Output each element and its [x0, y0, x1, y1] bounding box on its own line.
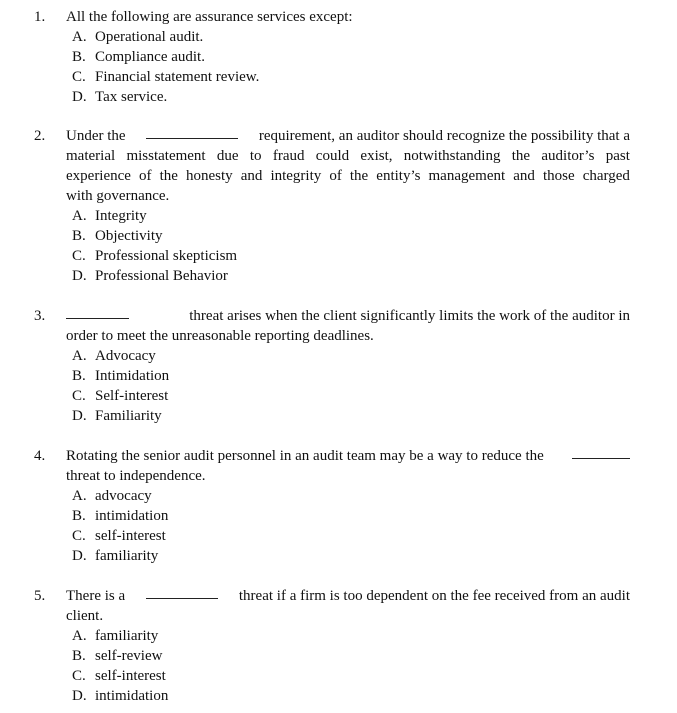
question-text-line — [66, 166, 630, 186]
option-text: Self-interest — [95, 388, 169, 404]
question-stem — [66, 446, 630, 486]
word: exist, — [360, 148, 393, 164]
option-b — [72, 366, 677, 386]
option-text: Tax service. — [95, 89, 168, 105]
option-a — [72, 486, 677, 506]
question-5 — [0, 586, 677, 706]
question-text-line — [66, 306, 630, 326]
option-d — [72, 686, 677, 706]
option-text: self-interest — [95, 528, 166, 544]
question-text-line — [66, 126, 630, 146]
answer-options — [0, 486, 677, 566]
option-text: self-review — [95, 648, 163, 664]
answer-options — [0, 206, 677, 286]
word: those — [542, 168, 575, 184]
word: past — [605, 148, 630, 164]
word: could — [315, 148, 350, 164]
option-text: self-interest — [95, 668, 166, 684]
option-d — [72, 546, 677, 566]
word: material — [66, 148, 116, 164]
option-letter: B. — [72, 228, 86, 244]
stem-after-blank: threat arises when the client significantly limits the work of the auditor in — [189, 308, 630, 324]
word: the — [159, 168, 178, 184]
option-text: Compliance audit. — [95, 49, 205, 65]
option-letter: C. — [72, 668, 86, 684]
question-text-line — [66, 586, 630, 606]
word: and — [513, 168, 535, 184]
answer-blank — [572, 446, 630, 459]
stem-after-blank: requirement, an auditor should recognize the possibility that a — [258, 128, 630, 144]
option-c — [72, 246, 677, 266]
question-number: 3. — [34, 308, 46, 324]
answer-blank — [146, 586, 218, 599]
answer-options — [0, 27, 677, 107]
word: the — [511, 148, 531, 164]
question-text-line: threat to independence. — [66, 468, 206, 484]
option-letter: B. — [72, 368, 86, 384]
question-text-line: client. — [66, 608, 104, 624]
question-stem — [66, 126, 630, 206]
answer-options — [0, 346, 677, 426]
option-b — [72, 226, 677, 246]
question-number: 1. — [34, 9, 46, 25]
option-letter: A. — [72, 348, 87, 364]
question-text-line — [66, 446, 630, 466]
question-number: 5. — [34, 588, 46, 604]
option-d — [72, 266, 677, 286]
word: due — [216, 148, 239, 164]
word: charged — [582, 168, 630, 184]
question-4 — [0, 446, 677, 566]
option-letter: A. — [72, 488, 87, 504]
option-text: familiarity — [95, 548, 159, 564]
option-b — [72, 47, 677, 67]
option-letter: D. — [72, 89, 87, 105]
question-3 — [0, 306, 677, 426]
question-2 — [0, 126, 677, 286]
question-stem — [66, 7, 630, 27]
question-stem — [66, 306, 630, 346]
word: integrity — [270, 168, 322, 184]
word: management — [428, 168, 506, 184]
option-text: Professional Behavior — [95, 268, 228, 284]
option-letter: D. — [72, 548, 87, 564]
question-text-line: All the following are assurance services except: — [66, 9, 353, 25]
question-number: 4. — [34, 448, 46, 464]
stem-before-blank: There is a — [66, 588, 126, 604]
word: and — [240, 168, 263, 184]
word: of — [329, 168, 342, 184]
question-text-line — [66, 146, 630, 166]
stem-after-blank: threat if a firm is too dependent on the fee received from an audit — [238, 588, 630, 604]
word: misstatement — [126, 148, 206, 164]
option-text: Intimidation — [95, 368, 170, 384]
answer-blank — [146, 126, 238, 139]
word: entity’s — [376, 168, 421, 184]
word: the — [349, 168, 369, 184]
option-c — [72, 386, 677, 406]
option-c — [72, 666, 677, 686]
answer-options — [0, 626, 677, 706]
option-d — [72, 87, 677, 107]
option-letter: C. — [72, 69, 86, 85]
option-text: intimidation — [95, 508, 169, 524]
option-c — [72, 67, 677, 87]
option-text: Operational audit. — [95, 29, 204, 45]
word: notwithstanding — [403, 148, 501, 164]
option-a — [72, 27, 677, 47]
option-a — [72, 346, 677, 366]
option-text: Familiarity — [95, 408, 162, 424]
stem-before-blank: Rotating the senior audit personnel in an audit team may be a way to reduce the — [66, 448, 544, 464]
question-text-line: order to meet the unreasonable reporting deadlines. — [66, 328, 374, 344]
option-letter: B. — [72, 508, 86, 524]
stem-before-blank: Under the — [66, 128, 126, 144]
option-letter: A. — [72, 29, 87, 45]
question-1 — [0, 7, 677, 107]
option-b — [72, 646, 677, 666]
option-a — [72, 626, 677, 646]
question-stem — [66, 586, 630, 626]
option-letter: B. — [72, 648, 86, 664]
option-letter: A. — [72, 208, 87, 224]
option-text: Integrity — [95, 208, 147, 224]
option-letter: A. — [72, 628, 87, 644]
option-letter: B. — [72, 49, 86, 65]
option-text: Professional skepticism — [95, 248, 238, 264]
word: honesty — [185, 168, 233, 184]
option-text: Advocacy — [95, 348, 156, 364]
option-letter: C. — [72, 528, 86, 544]
word: of — [139, 168, 152, 184]
option-a — [72, 206, 677, 226]
option-letter: C. — [72, 248, 86, 264]
option-text: Financial statement review. — [95, 69, 260, 85]
answer-blank — [66, 306, 129, 319]
option-b — [72, 506, 677, 526]
option-letter: D. — [72, 268, 87, 284]
option-c — [72, 526, 677, 546]
option-letter: D. — [72, 688, 87, 704]
word: fraud — [272, 148, 305, 164]
question-number: 2. — [34, 128, 46, 144]
option-text: familiarity — [95, 628, 159, 644]
word: to — [249, 148, 262, 164]
word: auditor’s — [541, 148, 595, 164]
option-text: advocacy — [95, 488, 152, 504]
question-text-line: with governance. — [66, 188, 170, 204]
word: experience — [66, 168, 131, 184]
option-text: Objectivity — [95, 228, 163, 244]
option-d — [72, 406, 677, 426]
option-text: intimidation — [95, 688, 169, 704]
option-letter: C. — [72, 388, 86, 404]
option-letter: D. — [72, 408, 87, 424]
